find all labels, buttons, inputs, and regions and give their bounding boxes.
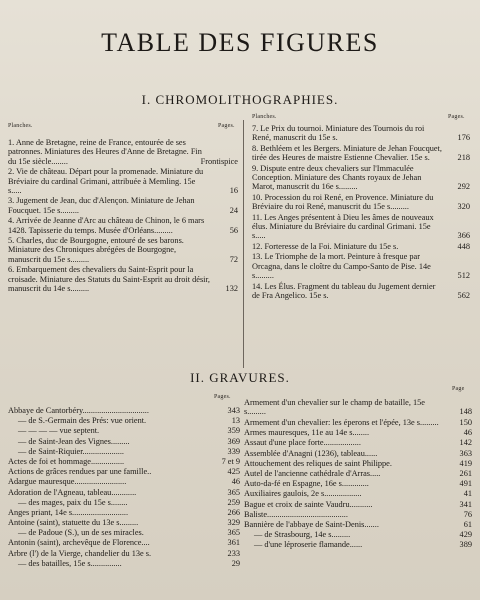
chromo-left-column <box>8 138 238 295</box>
gravure-entry-text: Armement d'un chevalier sur le champ de bataille, 15e s......... <box>244 398 425 417</box>
gravure-entry <box>8 477 240 487</box>
gravure-entry-page: 46 <box>231 477 240 487</box>
gravure-entry <box>8 426 240 436</box>
gravure-entry-text: Antonin (saint), archevêque de Florence.... <box>8 538 150 548</box>
chromo-entry-text: 3. Jugement de Jean, duc d'Alençon. Miniature de Jehan Foucquet. 15e s......... <box>8 196 195 215</box>
chromo-entry <box>252 213 470 241</box>
gravure-entry-text: — de Padoue (S.), un de ses miracles. <box>18 528 144 538</box>
gravures-right-column <box>244 398 472 550</box>
pages-label-left: Pages. <box>218 123 235 129</box>
gravure-entry-page: 343 <box>227 406 240 415</box>
gravure-entry-text: Armes mauresques, 11e au 14e s........ <box>244 428 370 438</box>
gravure-entry-text: — — — — vue septent. <box>18 426 100 436</box>
gravure-entry-text: Attouchement des reliques de saint Philippe. <box>244 458 392 468</box>
gravure-entry-text: Armement d'un chevalier: les éperons et l'épée, 13e s......... <box>244 417 439 427</box>
chromo-entry <box>8 167 238 195</box>
gravure-entry <box>8 437 240 447</box>
chromo-entry-text: 5. Charles, duc de Bourgogne, entouré de ses barons. Miniature des Chroniques abrégées de Bourgogne, manuscrit du 15e s......... <box>8 236 184 264</box>
gravure-entry <box>244 479 472 489</box>
gravure-entry-page: 7 et 9 <box>221 456 240 466</box>
gravure-entry-page: 46 <box>463 428 472 438</box>
gravure-entry-page: 259 <box>227 497 240 507</box>
gravure-entry <box>244 540 472 550</box>
chromo-entry-page: 292 <box>457 182 470 192</box>
gravure-entry-text: Bannière de l'abbaye de Saint-Denis....... <box>244 519 379 529</box>
gravure-entry-text: Adoration de l'Agneau, tableau............ <box>8 487 137 497</box>
chromo-entry <box>252 144 470 163</box>
gravure-entry <box>8 457 240 467</box>
chromo-entry-text: 9. Dispute entre deux chevaliers sur l'Immaculée Conception. Miniature des Chants royaux de Jehan Marot, manuscrit du 16e s......... <box>252 163 422 192</box>
gravure-entry-page: 148 <box>459 407 472 417</box>
chromo-entry-page: 132 <box>225 284 238 294</box>
gravure-entry-text: Anges priant, 14e s........................... <box>8 507 129 517</box>
chromo-entry-page: 512 <box>457 271 470 281</box>
gravure-entry-page: 13 <box>231 416 240 426</box>
gravure-entry-text: — de S.-Germain des Prés: vue orient. <box>18 416 147 426</box>
chromo-entry-text: 6. Embarquement des chevaliers du Saint-Esprit pour la croisade. Miniature des Statuts du Saint-Esprit au droit désir, manuscrit du 14e s......... <box>8 265 210 294</box>
gravure-entry <box>244 449 472 459</box>
gravure-entry-page: 29 <box>231 558 240 568</box>
chromo-entry <box>8 265 238 293</box>
gravure-entry <box>8 467 240 477</box>
chromo-entry-text: 4. Arrivée de Jeanne d'Arc au château de Chinon, le 6 mars 1428. Tapisserie du temps. Musée d'Orléans......... <box>8 216 205 235</box>
gravure-entry <box>8 538 240 548</box>
gravure-entry-page: 363 <box>459 448 472 458</box>
gravure-entry-page: 341 <box>459 499 472 509</box>
gravure-entry-text: Antoine (saint), statuette du 13e s......... <box>8 518 139 528</box>
gravure-entry <box>8 416 240 426</box>
chromo-entry-text: 8. Bethléem et les Bergers. Miniature de Jehan Foucquet, tirée des Heures de maistre Estienne Chevalier. 15e s. <box>252 143 442 163</box>
gravure-entry <box>244 459 472 469</box>
gravure-entry-page: 61 <box>463 519 472 529</box>
gravure-entry-page: 261 <box>459 468 472 478</box>
gravure-entry-text: — des mages, paix du 15e s........ <box>18 497 128 507</box>
gravure-entry <box>244 489 472 499</box>
gravure-entry-text: — de Saint-Jean des Vignes......... <box>18 436 130 446</box>
gravure-entry-text: Abbaye de Cantorbéry................................ <box>8 406 149 415</box>
gravure-entry-text: Bague et croix de sainte Vaudru........... <box>244 499 373 509</box>
chromo-entry <box>8 196 238 215</box>
chromo-entry <box>252 124 470 143</box>
gravure-entry-page: 425 <box>227 467 240 477</box>
gravure-entry-text: Auxiliaires gaulois, 2e s.................. <box>244 489 362 499</box>
gravure-entry-text: Actes de foi et hommage................ <box>8 456 125 466</box>
gravure-entry <box>244 398 472 417</box>
gravure-entry-text: Actions de grâces rendues par une famille.. <box>8 467 152 477</box>
gravure-entry-text: — de Strasbourg, 14e s......... <box>254 530 351 540</box>
chromo-entry-page: 366 <box>457 231 470 241</box>
gravure-entry <box>8 549 240 559</box>
section-gravures-title: II. GRAVURES. <box>190 370 290 385</box>
gravure-entry <box>8 528 240 538</box>
gravure-entry-page: 369 <box>227 436 240 446</box>
gravure-entry-text: Baliste....................................... <box>244 509 348 519</box>
gravure-entry-text: Assaut d'une place forte.................. <box>244 438 361 448</box>
chromo-entry-text: 13. Le Triomphe de la mort. Peinture à fresque par Orcagna, dans le cloître du Campo-Santo de Pise. 14e s......... <box>252 252 431 281</box>
gravure-entry-text: Adargue mauresque......................... <box>8 477 127 487</box>
chromo-entry <box>252 164 470 192</box>
gravure-entry-page: 389 <box>459 540 472 550</box>
gravure-entry-page: 76 <box>463 509 472 519</box>
chromo-right-column <box>252 124 470 301</box>
chromo-entry <box>8 236 238 264</box>
gravure-entry-page: 329 <box>227 518 240 528</box>
column-divider <box>243 120 244 368</box>
gravure-entry-page: 359 <box>227 426 240 436</box>
chromo-entry-text: 10. Procession du roi René, en Provence. Miniature du Bréviaire du roi René, manuscrit du 15e s......... <box>252 192 434 212</box>
gravure-entry <box>244 500 472 510</box>
chromo-entry-text: 14. Les Élus. Fragment du tableau du Jugement dernier de Fra Angelico. 15e s. <box>252 281 436 300</box>
chromo-entry-page: 320 <box>457 202 470 212</box>
gravure-entry <box>8 498 240 508</box>
gravure-entry <box>244 438 472 448</box>
gravure-entry <box>8 508 240 518</box>
gravure-entry <box>8 447 240 457</box>
chromo-entry <box>252 193 470 212</box>
chromo-entry-text: 2. Vie de château. Départ pour la promenade. Miniature du Bréviaire du cardinal Grimani, attribuée à Memling. 15e s..... <box>8 167 204 196</box>
pages-label-gravures-left: Pages. <box>214 394 231 400</box>
gravure-entry-page: 491 <box>459 479 472 489</box>
chromo-entry-text: 11. Les Anges présentent à Dieu les âmes de nouveaux élus. Miniature du Bréviaire du cardinal Grimani. 15e s..... <box>252 212 434 241</box>
planches-label-right: Planches. <box>252 114 277 120</box>
gravure-entry-page: 150 <box>459 417 472 427</box>
gravure-entry-text: Assemblée d'Anagni (1236), tableau...... <box>244 448 378 458</box>
chromo-entry <box>252 242 470 251</box>
chromo-entry <box>252 282 470 301</box>
gravure-entry-text: Arbre (l') de la Vierge, chandelier du 13e s. <box>8 548 152 558</box>
gravure-entry-page: 142 <box>459 438 472 448</box>
gravure-entry-text: — de Saint-Riquier.................... <box>18 446 125 456</box>
chromo-entry-page: 24 <box>229 205 238 215</box>
chromo-entry-page: 176 <box>457 133 470 143</box>
chromo-entry-text: 12. Forteresse de la Foi. Miniature du 15e s. <box>252 241 399 251</box>
gravure-entry-page: 266 <box>227 507 240 517</box>
chromo-entry-text: 1. Anne de Bretagne, reine de France, entourée de ses patronnes. Miniatures des Heures d'Anne de Bretagne. Fin du 15e siècle........ <box>8 138 202 166</box>
chromo-entry-page: Frontispice <box>200 156 238 166</box>
chromo-entry <box>8 138 238 166</box>
gravure-entry-text: — des batailles, 15e s............... <box>18 558 122 568</box>
page-label-gravures-right: Page <box>452 386 465 392</box>
gravure-entry <box>8 559 240 569</box>
gravure-entry-page: 365 <box>227 528 240 538</box>
gravure-entry-page: 429 <box>459 530 472 540</box>
gravure-entry <box>244 418 472 427</box>
gravure-entry-page: 361 <box>227 538 240 548</box>
gravure-entry-text: — d'une léproserie flamande...... <box>254 540 363 550</box>
gravure-entry-page: 339 <box>227 446 240 456</box>
gravure-entry-page: 419 <box>459 458 472 468</box>
chromo-entry-page: 448 <box>457 241 470 251</box>
gravure-entry <box>244 510 472 520</box>
section-chromolithographies-title: I. CHROMOLITHOGRAPHIES. <box>141 92 339 107</box>
chromo-entry <box>252 252 470 280</box>
chromo-entry-page: 72 <box>229 254 238 264</box>
planches-label-left: Planches. <box>8 123 33 129</box>
gravure-entry <box>244 428 472 438</box>
gravure-entry <box>244 520 472 530</box>
gravure-entry-text: Autel de l'ancienne cathédrale d'Arras..... <box>244 468 381 478</box>
gravure-entry <box>244 469 472 479</box>
pages-label-right: Pages. <box>448 114 465 120</box>
gravure-entry <box>8 406 240 416</box>
chromo-entry-text: 7. Le Prix du tournoi. Miniature des Tournois du roi René, manuscrit du 15e s. <box>252 124 425 143</box>
gravure-entry <box>8 488 240 498</box>
gravure-entry-page: 365 <box>227 487 240 497</box>
gravure-entry-page: 41 <box>463 489 472 499</box>
gravure-entry-page: 233 <box>227 548 240 558</box>
gravure-entry <box>244 530 472 540</box>
chromo-entry-page: 56 <box>229 225 238 235</box>
gravures-left-column <box>8 406 240 569</box>
chromo-entry-page: 16 <box>229 186 238 196</box>
chromo-entry-page: 562 <box>457 290 470 300</box>
chromo-entry <box>8 216 238 235</box>
page-title: TABLE DES FIGURES <box>101 28 379 57</box>
chromo-entry-page: 218 <box>457 153 470 163</box>
gravure-entry <box>8 518 240 528</box>
gravure-entry-text: Auto-da-fé en Espagne, 16e s............. <box>244 479 369 489</box>
